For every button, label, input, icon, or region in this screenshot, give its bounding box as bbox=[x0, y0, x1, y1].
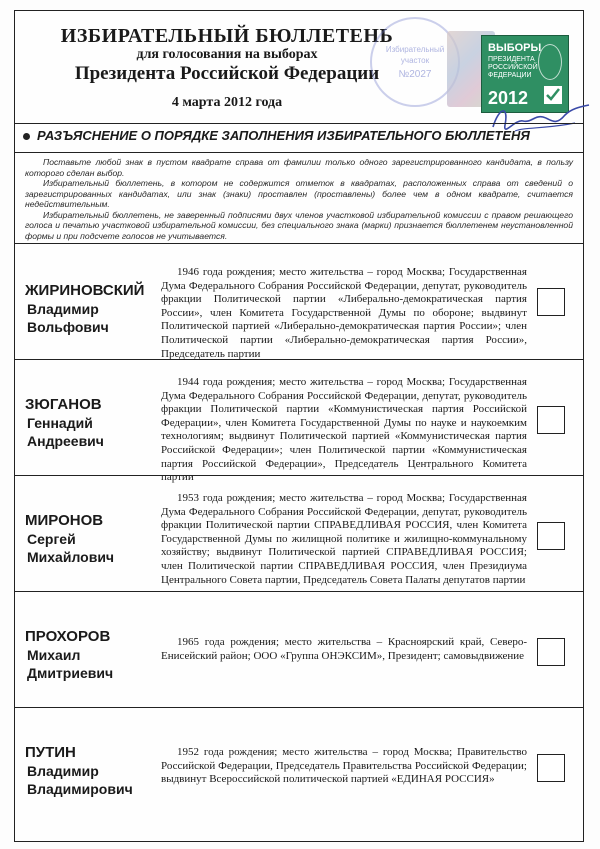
candidate-patronymic: Владимирович bbox=[27, 781, 133, 797]
candidate-patronymic: Дмитриевич bbox=[27, 665, 114, 681]
ballot-date: 4 марта 2012 года bbox=[171, 95, 283, 110]
candidate-name bbox=[25, 396, 153, 450]
candidate-info: 1953 года рождения; место жительства – город Москва; Государственная Дума Федерального Собрания Российской Федерации, депутат, руководитель фракции Политической партии СПРАВЕДЛИВАЯ РОССИЯ, член Комитета Государственной Думы по жилищной политике и жилищно-коммунальному хозяйству; выдвинут Политической партией СПРАВЕДЛИВАЯ РОССИЯ; член Политической партии СПРАВЕДЛИВАЯ РОССИЯ, член Президиума Центрального Совета партии, Председатель Совета Палаты депутатов партии bbox=[161, 492, 527, 586]
candidate-surname: ЖИРИНОВСКИЙ bbox=[25, 282, 145, 299]
candidate-row bbox=[15, 243, 583, 359]
candidate-name bbox=[25, 628, 153, 682]
candidate-info: 1946 года рождения; место жительства – город Москва; Государственная Дума Федерального Собрания Российской Федерации, депутат, руководитель фракции Политической партии «Либерально-демократическая партия России», член Комитета Государственной Думы по обороне; выдвинут Политической партией «Либерально-демократическая партия России»; член Политической партии «Либерально-демократическая партия России», Председатель партии bbox=[161, 266, 527, 360]
bullet-icon bbox=[23, 133, 30, 140]
candidate-surname: МИРОНОВ bbox=[25, 512, 104, 529]
vote-checkbox[interactable] bbox=[537, 406, 565, 434]
vote-checkbox[interactable] bbox=[537, 288, 565, 316]
stamp-line-2: участок bbox=[400, 56, 430, 65]
ballot-sheet bbox=[14, 10, 584, 842]
candidate-given-name: Геннадий bbox=[27, 415, 93, 431]
logo-year: 2012 bbox=[488, 88, 529, 108]
instruction-paragraph: Избирательный бюллетень, не заверенный подписями двух членов участковой избирательной комиссии с правом решающего голоса и печатью участковой избирательной комиссии, без специального знака (марки) признается бюллетенем неустановленной формы и при подсчете голосов не учитывается. bbox=[25, 209, 573, 241]
stamp-line-3: №2027 bbox=[398, 69, 432, 80]
candidate-patronymic: Михайлович bbox=[27, 549, 115, 565]
instructions-body bbox=[25, 157, 573, 241]
candidate-given-name: Сергей bbox=[27, 531, 76, 547]
candidate-given-name: Владимир bbox=[27, 763, 99, 779]
vote-checkbox[interactable] bbox=[537, 754, 565, 782]
vote-checkbox[interactable] bbox=[537, 522, 565, 550]
candidate-info: 1944 года рождения; место жительства – город Москва; Государственная Дума Федерального Собрания Российской Федерации, депутат, руководитель фракции Политической партии «Коммунистическая партия Российской Федерации», член Комитета Государственной Думы по науке и наукоемким технологиям; выдвинут Политической партией «Коммунистическая партия Российской Федерации»; член Политической партии «Коммунистическая партия Российской Федерации», Председатель Центрального Комитета партии bbox=[161, 376, 527, 484]
logo-line-2: ПРЕЗИДЕНТА РОССИЙСКОЙ ФЕДЕРАЦИИ bbox=[488, 56, 538, 79]
candidate-patronymic: Вольфович bbox=[27, 319, 109, 335]
candidate-row bbox=[15, 591, 583, 707]
candidate-info: 1952 года рождения; место жительства – город Москва; Правительство Российской Федерации, Председатель Правительства Российской Федерации; выдвинут Всероссийской политической партией «ЕДИНАЯ РОССИЯ» bbox=[161, 746, 527, 786]
stamp-line-1: Избирательный bbox=[385, 45, 445, 54]
ballot-office: Президента Российской Федерации bbox=[74, 63, 380, 84]
eagle-emblem-icon bbox=[538, 44, 562, 80]
candidate-row bbox=[15, 707, 583, 841]
candidate-name bbox=[25, 282, 153, 336]
instructions-heading bbox=[15, 123, 583, 153]
instructions-heading-text: РАЗЪЯСНЕНИЕ О ПОРЯДКЕ ЗАПОЛНЕНИЯ ИЗБИРАТЕЛЬНОГО БЮЛЛЕТЕНЯ bbox=[37, 128, 530, 143]
instruction-paragraph: Поставьте любой знак в пустом квадрате справа от фамилии только одного зарегистрированного кандидата, в пользу которого сделан выбор. bbox=[25, 157, 573, 178]
candidate-surname: ПРОХОРОВ bbox=[25, 628, 111, 645]
candidate-row bbox=[15, 359, 583, 484]
ballot-subtitle: для голосования на выборах bbox=[136, 47, 318, 62]
candidate-row bbox=[15, 475, 583, 591]
candidate-name bbox=[25, 512, 153, 566]
candidate-info: 1965 года рождения; место жительства – Красноярский край, Северо-Енисейский район; ООО «Группа ОНЭКСИМ», Президент; самовыдвижение bbox=[161, 636, 527, 662]
candidate-surname: ПУТИН bbox=[25, 744, 76, 761]
logo-line-1: ВЫБОРЫ bbox=[488, 42, 542, 54]
ballot-header bbox=[15, 11, 583, 123]
candidate-given-name: Владимир bbox=[27, 301, 99, 317]
ballot-title: ИЗБИРАТЕЛЬНЫЙ БЮЛЛЕТЕНЬ bbox=[60, 25, 394, 47]
candidate-patronymic: Андреевич bbox=[27, 433, 104, 449]
candidate-surname: ЗЮГАНОВ bbox=[25, 396, 102, 413]
instruction-paragraph: Избирательный бюллетень, в котором не содержится отметок в квадратах, расположенных справа от сведений о зарегистрированных кандидатах, или знак (знаки) проставлен (проставлены) более чем в одном квадрате, считается недействительным. bbox=[25, 178, 573, 209]
candidate-given-name: Михаил bbox=[27, 647, 81, 663]
vote-checkbox[interactable] bbox=[537, 638, 565, 666]
candidate-name bbox=[25, 744, 153, 798]
